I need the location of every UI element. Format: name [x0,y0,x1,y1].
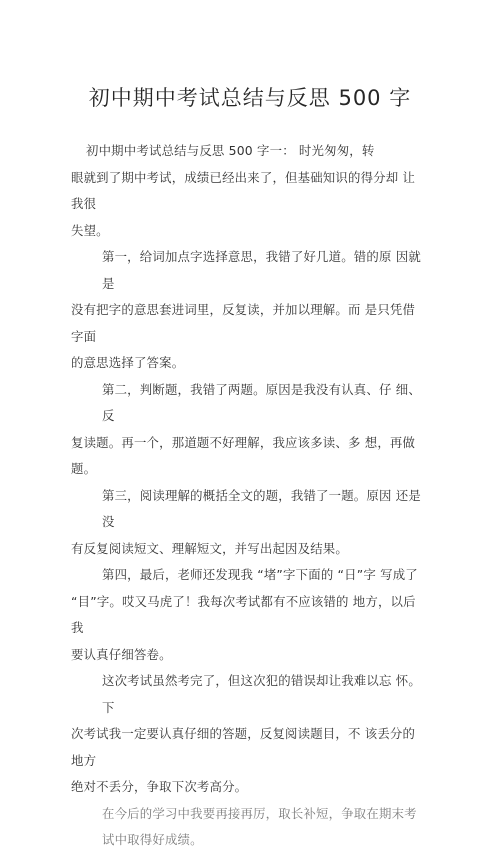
text-line: 的意思选择了答案。 [71,355,185,370]
text-line: 第二，判断题，我错了两题。原因是我没有认真、仔 细、反 [102,381,421,423]
text-line: “目”字。哎又马虎了！我每次考试都有不应该错的 地方，以后我 [71,593,416,635]
text-line: 在今后的学习中我要再接再厉，取长补短，争取在期末考试中取得好成绩。 [102,805,417,847]
text-line: 失望。 [71,222,109,238]
text-line: 眼就到了期中考试，成绩已经出来了，但基础知识的得分却 让我很 [71,169,416,211]
text-line: 次考试我一定要认真仔细的答题，反复阅读题目，不 该丢分的地方 [71,726,416,768]
text-line: 绝对不丢分，争取下次考高分。 [71,779,248,794]
text-line: 要认真仔细答卷。 [71,646,172,662]
text-line: 第四，最后，老师还发现我 “堵”字下面的 “日”字 写成了 [102,567,418,582]
text-line: 初中期中考试总结与反思 500 字一： 时光匆匆，转 [86,143,375,158]
text-line: 第三，阅读理解的概括全文的题，我错了一题。原因 还是没 [102,487,421,529]
text-line: 第一，给词加点字选择意思，我错了好几道。错的原 因就是 [102,249,421,291]
text-line: 没有把字的意思套进词里，反复读，并加以理解。而 是只凭借字面 [71,302,416,344]
document-title: 初中期中考试总结与反思 500 字 [88,86,412,110]
text-line: 这次考试虽然考完了，但这次犯的错误却让我难以忘 怀。下 [102,673,421,715]
text-line: 有反复阅读短文、理解短文，并写出起因及结果。 [71,540,348,556]
text-line: 复读题。再一个，那道题不好理解，我应该多读、多 想，再做题。 [71,434,416,476]
document-body [71,138,421,854]
